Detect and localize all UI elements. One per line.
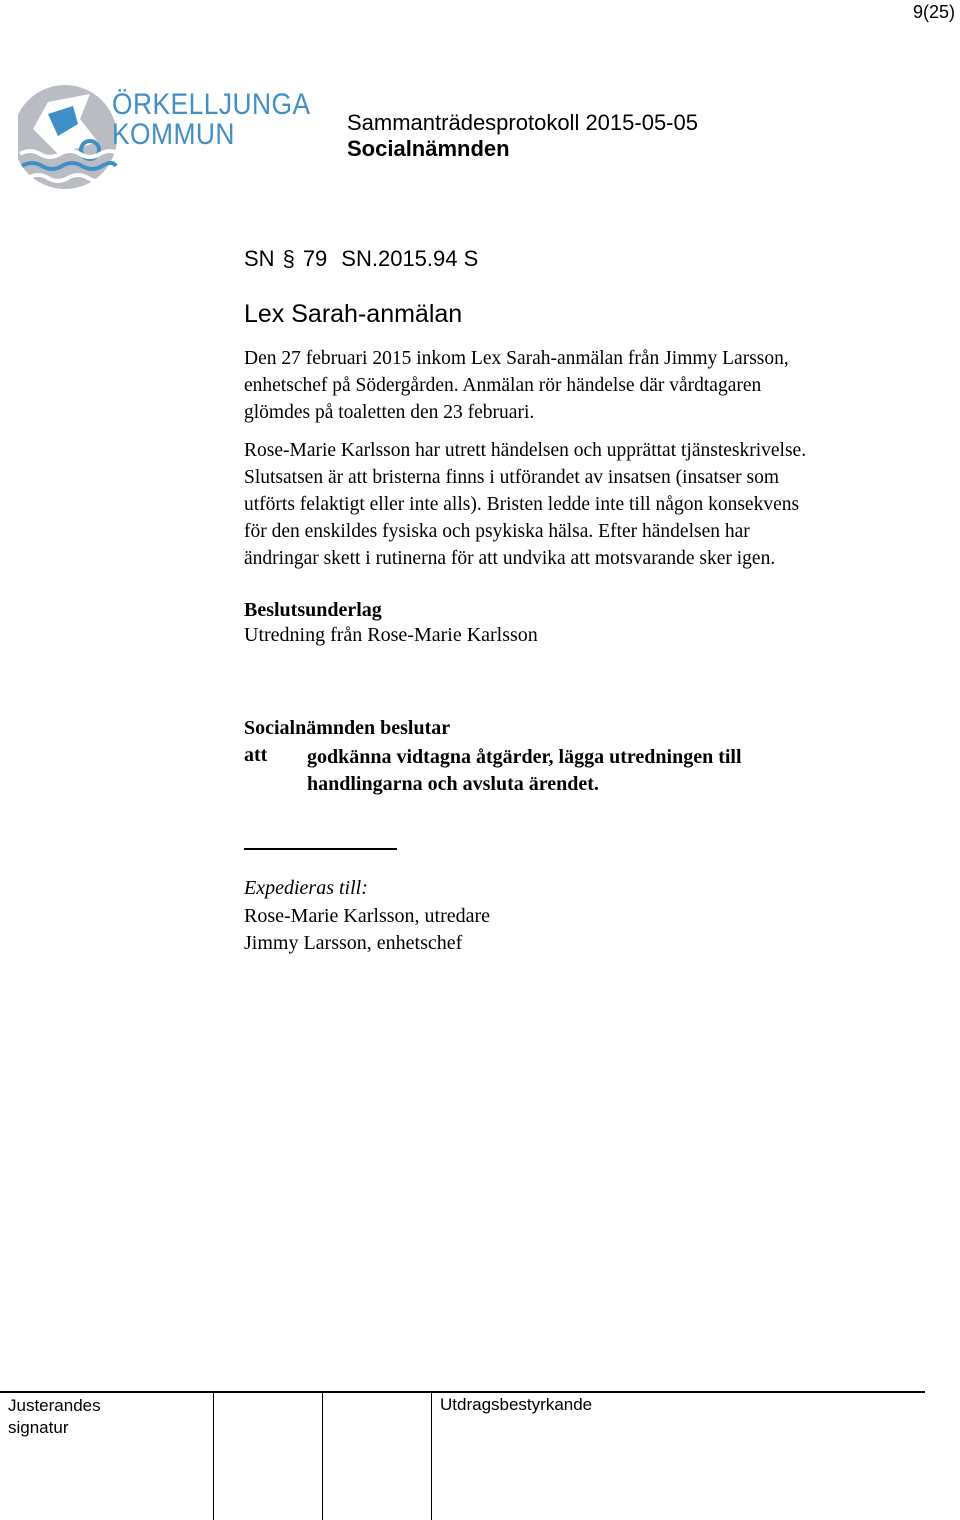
signing-label xyxy=(8,1395,101,1439)
signature-box-divider xyxy=(322,1393,323,1520)
extract-certification-label: Utdragsbestyrkande xyxy=(440,1395,593,1414)
dispatch-recipient: Rose-Marie Karlsson, utredare xyxy=(244,905,491,927)
case-reference: SN.2015.94 S xyxy=(341,246,479,271)
paragraph-investigation xyxy=(244,437,806,572)
decision-heading: Socialnämnden beslutar xyxy=(244,717,451,739)
section-title: Lex Sarah-anmälan xyxy=(244,300,463,328)
dispatch-heading: Expedieras till: xyxy=(244,877,368,899)
text-line: godkänna vidtagna åtgärder, lägga utredningen till xyxy=(307,746,742,768)
paragraph-background xyxy=(244,345,789,426)
section-number: 79 xyxy=(302,246,328,271)
page-number: 9(25) xyxy=(912,2,955,22)
text-line: för den enskildes fysiska och psykiska hälsa. Efter händelsen har xyxy=(244,521,750,542)
document-title: Sammanträdesprotokoll 2015-05-05 xyxy=(347,110,698,135)
decision-att-label: att xyxy=(244,744,268,766)
signature-box-divider xyxy=(431,1393,432,1520)
text-line: glömdes på toaletten den 23 februari. xyxy=(244,402,535,423)
signing-label-line: Justerandes xyxy=(8,1396,101,1415)
decision-basis-heading: Beslutsunderlag xyxy=(244,599,382,621)
logo-name: ÖRKELLJUNGA xyxy=(112,88,311,121)
case-reference-line xyxy=(244,246,492,272)
footer-divider xyxy=(0,1391,925,1393)
section-symbol: § xyxy=(282,246,295,271)
signature-box-divider xyxy=(213,1393,214,1520)
text-line: handlingarna och avsluta ärendet. xyxy=(307,773,599,795)
divider xyxy=(244,848,397,850)
text-line: Den 27 februari 2015 inkom Lex Sarah-anmälan från Jimmy Larsson, xyxy=(244,348,789,369)
text-line: Slutsatsen är att bristerna finns i utförandet av insatsen (insatser som xyxy=(244,467,780,488)
case-prefix: SN xyxy=(244,246,275,271)
signing-label-line: signatur xyxy=(8,1418,69,1437)
text-line: utförts felaktigt eller inte alls). Bristen ledde inte till någon konsekvens xyxy=(244,494,800,515)
text-line: enhetschef på Södergården. Anmälan rör händelse där vårdtagaren xyxy=(244,375,762,396)
text-line: ändringar skett i rutinerna för att undvika att motsvarande sker igen. xyxy=(244,548,776,569)
text-line: Rose-Marie Karlsson har utrett händelsen och upprättat tjänsteskrivelse. xyxy=(244,440,807,461)
decision-basis-text: Utredning från Rose-Marie Karlsson xyxy=(244,624,538,646)
logo-name-secondary: KOMMUN xyxy=(112,118,235,151)
committee-name: Socialnämnden xyxy=(347,136,510,161)
dispatch-recipient: Jimmy Larsson, enhetschef xyxy=(244,932,463,954)
decision-text xyxy=(307,744,867,798)
